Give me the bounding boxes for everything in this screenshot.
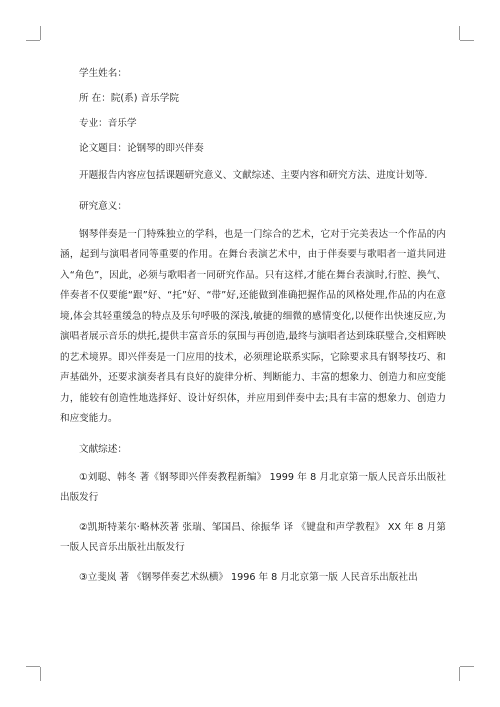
thesis-title-line: 论文题目：论钢琴的即兴伴奏	[79, 143, 204, 154]
literature-item: ③立斐岚 著 《钢琴伴奏艺术纵横》 1996 年 8 月北京第一版 人民音乐出版社出	[79, 571, 418, 583]
major-line: 专业：音乐学	[79, 118, 137, 129]
department-line: 所 在：院(系) 音乐学院	[79, 93, 179, 104]
crop-mark-bottom-right-h	[460, 666, 474, 667]
significance-heading: 研究意义：	[79, 200, 127, 212]
crop-mark-bottom-left-v	[40, 667, 41, 681]
crop-mark-top-left-h	[26, 40, 40, 41]
literature-heading: 文献综述：	[79, 443, 127, 455]
crop-mark-bottom-right-v	[459, 667, 460, 681]
significance-paragraph: 钢琴伴奏是一门特殊独立的学科，也是一门综合的艺术，它对于完美表达一个作品的内涵，起到与演唱者同等重要的作用。在舞台表演艺术中，由于伴奏要与歌唱者一道共同进入“角色”，因此，必须与歌唱者一同研究作品。只有这样,才能在舞台表演时,行腔、换气、伴奏者不仅要能“跟”好、“托”好、“带”好,还能做到准确把握作品的风格处理,作品的内在意境,体会其轻重缓急的特点及乐句呼吸的深浅,敏捷的细微的感情变化,以便作出快速反应,为演唱者展示音乐的烘托,提供丰富音乐的氛围与再创造,最终与演唱者达到珠联璧合,交相辉映的艺术境界。即兴伴奏是一门应用的技术，必须理论联系实际，它除要求具有钢琴技巧、和声基础外，还要求演奏者具有良好的旋律分析、判断能力、丰富的想象力、创造力和应变能力，能较有创造性地选择好、设计好织体，并应用到伴奏中去;具有丰富的想象力、创造力和应变能力。	[60, 228, 446, 424]
crop-mark-top-right-h	[460, 40, 474, 41]
crop-mark-top-left-v	[40, 26, 41, 40]
document-body	[60, 66, 446, 598]
crop-mark-bottom-left-h	[26, 666, 40, 667]
crop-mark-top-right-v	[459, 26, 460, 40]
literature-item: ①刘聪、韩冬 著《钢琴即兴伴奏教程新编》 1999 年 8 月北京第一版人民音乐出版社出版发行	[60, 471, 446, 503]
intro-paragraph: 开题报告内容应包括课题研究意义、文献综述、主要内容和研究方法、进度计划等.	[79, 170, 428, 181]
student-name-line: 学生姓名：	[79, 68, 127, 79]
literature-item: ②凯斯特莱尔·略林茨著 张瑞、邹国昌、徐振华 译 《键盘和声学教程》 XX 年 8 月第一版人民音乐出版社出版发行	[60, 521, 446, 553]
